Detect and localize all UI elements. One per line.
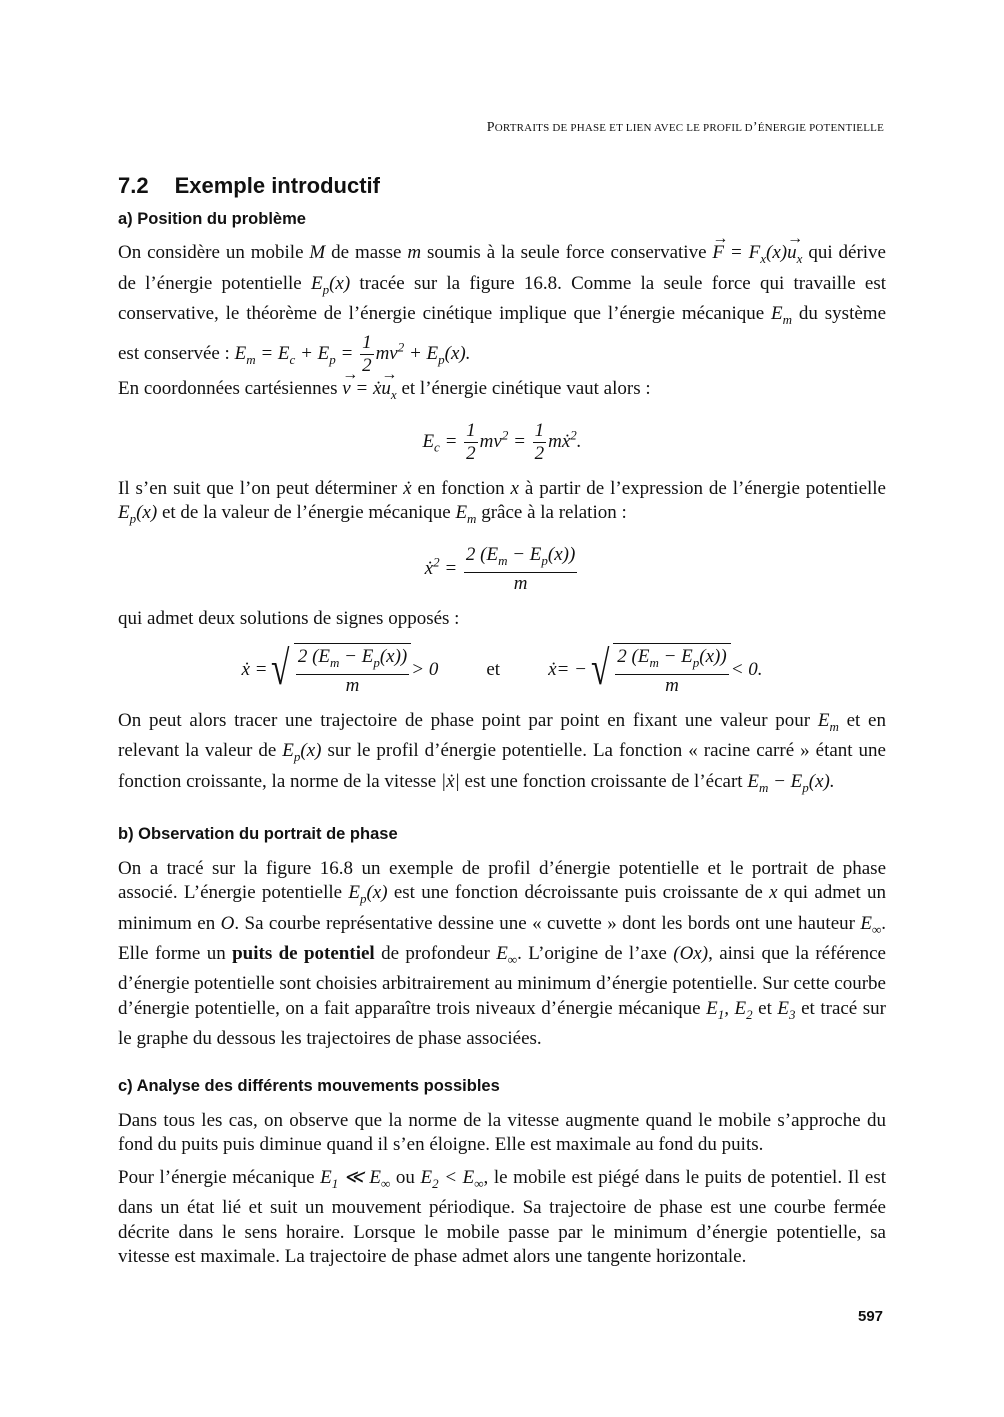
page-body [118,174,886,1270]
text: Pour l’énergie mécanique [118,1166,321,1188]
text: . Elle forme un [118,912,886,965]
text: On a tracé sur la figure 16.8 un exemple de profil d’énergie potentielle et le portrait de phase associé. L’énergie potentielle [118,857,886,904]
e2-lt-einf [420,1166,484,1191]
math-text: . [576,430,582,452]
math-sup: 2 [433,554,440,570]
ep-of-x [310,272,351,297]
math-sub: x [796,250,803,266]
e-inf [860,912,882,937]
section-heading [118,174,886,199]
header-part: ORTRAITS DE PHASE ET LIEN AVEC LE PROFIL D [494,122,753,134]
text: . Sa courbe représentative dessine une « cuvette » dont les bords ont une hauteur [234,912,861,934]
em [771,302,793,327]
text: soumis à la seule force conservative [421,242,713,264]
numerator: 1 [534,419,545,441]
math-sub: 1 [331,1175,339,1191]
text: , ainsi que la référence d’énergie potentielle sont choisies arbitrairement au minimum d’énergie potentielle. Sur cette courbe d’énergie potentielle, on a fait apparaître trois niveaux d’énergie mécanique [118,943,886,1020]
math-text: (x). [444,343,471,365]
math-text: E [234,343,247,365]
ep-of-x [282,740,322,765]
denominator: m [345,674,360,696]
math-var: O [220,912,235,934]
math-text: , [724,998,729,1020]
denominator: 2 [466,442,476,464]
text: du système est conservée : [118,302,886,365]
math-sub: m [246,352,256,368]
paragraph [118,377,886,407]
math-sub: ∞ [474,1175,484,1191]
math-text: mẋ [548,430,571,452]
text: En coordonnées cartésiennes [118,378,343,400]
math-sub: m [498,552,508,568]
vector-u: → u [381,377,391,402]
force-equation [712,242,803,266]
math-sub: p [329,352,336,368]
em-minus-ep [747,770,835,795]
math-text: E [771,302,783,324]
math-text: mv [479,430,502,452]
radical-sign: √ [271,642,290,696]
text: ou [390,1166,421,1188]
math-sub: m [829,718,839,734]
text: et de la valeur de l’énergie mécanique [157,502,456,524]
math-text: = − [556,658,587,680]
math-text: − E [768,770,803,792]
math-text: ẋ [424,557,434,579]
math-sub: m [758,779,769,795]
radicand [294,643,411,697]
ep-of-x [348,882,388,907]
math-sub: 3 [789,1006,796,1022]
square-root [587,643,731,697]
paragraph [118,241,886,377]
math-text: E [320,1166,332,1188]
math-var: M [309,242,326,264]
denominator: m [665,674,679,696]
math-text: (x) [136,502,158,524]
vector-u: → u [787,241,797,266]
math-sub: p [322,281,330,297]
text: et l’énergie cinétique vaut alors : [396,378,651,400]
section-number: 7.2 [118,173,149,198]
em [817,709,839,734]
text: On peut alors tracer une trajectoire de phase point par point en fixant une valeur pour [118,709,818,731]
section-title: Exemple introductif [174,173,380,198]
math-text: (x). [808,770,835,792]
subsection-c-title: c) Analyse des différents mouvements possibles [118,1077,500,1096]
paragraph [118,477,886,532]
equation-xdot-squared [118,544,886,595]
math-text: = [335,343,359,365]
math-text: ẋ = [241,658,268,680]
fraction [533,420,547,465]
math-sub: m [782,311,793,327]
radical-sign: √ [590,642,610,696]
math-text: + E [404,343,439,365]
math-text: (x)) [547,543,576,565]
equation-kinetic-energy [118,420,886,465]
math-text: E [747,770,759,792]
math-sub: ∞ [507,951,518,967]
math-text: < E [438,1166,475,1188]
text: sur le profil d’énergie potentielle. La fonction « racine carré » étant une fonction croissante, la norme de la vitesse [118,740,886,792]
text: est une fonction croissante de l’écart [459,770,748,792]
math-var: ẋ [403,477,412,499]
math-text: E [860,912,872,934]
velocity-equation [342,378,397,403]
math-text: = [508,430,531,452]
fraction [464,420,478,465]
math-sub: p [692,654,700,670]
e-inf [496,943,518,967]
vector-F: → F [712,241,724,266]
math-text: 2 (E [465,543,499,565]
math-text: E [817,709,830,731]
math-text: E [420,1166,433,1188]
math-text: − E [658,646,693,668]
numerator [464,544,577,573]
math-text: (x) [366,882,388,904]
math-sub: p [541,552,548,568]
numerator: 1 [362,332,372,354]
denominator: 2 [362,355,372,377]
math-text: E [422,430,435,452]
math-text: ≪ E [338,1166,381,1188]
paragraph [118,1166,886,1270]
e2 [734,998,753,1022]
math-var: x [769,882,778,904]
math-text: − E [339,646,374,668]
math-var: (Ox) [673,943,709,965]
math-sup: 2 [501,427,509,443]
radicand [613,643,730,697]
math-text: E [734,998,747,1020]
math-text: 2 (E [297,646,331,668]
math-text: (x) [766,242,788,264]
math-sub: p [373,654,380,670]
math-sub: m [330,654,340,670]
fraction [464,544,577,595]
subsection-b-title: b) Observation du portrait de phase [118,825,398,844]
paragraph: Dans tous les cas, on observe que la norme de la vitesse augmente quand le mobile s’approche du fond du puits puis diminue quand il s’en éloigne. Elle est maximale au fond du puits. [118,1109,886,1156]
math-sub: ∞ [380,1175,391,1191]
math-var: |ẋ| [440,770,460,792]
math-text: (x) [300,740,322,762]
e1 [706,998,729,1022]
denominator: m [513,572,528,594]
text: de profondeur [374,943,497,965]
math-sub: p [359,891,367,907]
math-text: = [439,430,463,452]
math-text: + E [295,343,330,365]
e1-ll-einf [320,1166,391,1191]
math-text: E [496,943,508,965]
text: et en relevant la valeur de [118,709,886,762]
math-sub: m [649,654,659,670]
math-sub: c [434,439,440,455]
math-text: E [310,272,323,294]
math-sub: 2 [432,1175,439,1191]
denominator: 2 [534,442,545,464]
text: de masse [325,242,408,264]
text: tracée sur la figure 16.8. Comme la seule force qui travaille est conservative, le théorème de l’énergie cinétique implique que l’énergie mécanique [118,272,887,324]
math-text: (x)) [379,646,408,668]
e3 [777,998,796,1022]
numerator [296,646,409,675]
math-sub: c [289,352,296,368]
bold-term: puits de potentiel [232,943,375,965]
math-text: (x)) [699,646,727,668]
text: , le mobile est piégé dans le puits de potentiel. Il est dans un état lié et suit un mouvement périodique. Sa trajectoire de phase est une courbe fermée décrite dans le sens horaire. Lorsque le mobile passe par le minimum d’énergie potentielle, sa vitesse est maximale. La trajectoire de phase admet alors une tangente horizontale. [118,1166,886,1268]
math-sub: 1 [717,1006,725,1022]
header-part: P [486,120,495,135]
header-part: ’ [752,120,758,135]
math-text: E [348,882,360,904]
paragraph: qui admet deux solutions de signes opposés : [118,607,460,629]
em [455,502,477,527]
math-sub: p [802,779,809,795]
text: Il s’en suit que l’on peut déterminer [118,477,404,499]
paragraph [118,857,886,1052]
text: qui admet un minimum en [118,882,887,934]
math-text: E [777,998,790,1020]
math-sup: 2 [397,339,405,355]
vector-v: → v [342,377,350,402]
paragraph [118,709,886,800]
math-text: = ẋ [350,378,382,400]
text: On considère un mobile [118,242,310,264]
math-text: E [455,502,468,524]
fraction [296,646,409,697]
equation-two-solutions [118,643,886,697]
math-sub: p [293,749,301,765]
math-var: x [510,477,519,499]
text: en fonction [411,477,511,499]
math-text: < 0. [730,658,763,680]
math-text: (x) [329,272,351,294]
text: à partir de l’expression de l’énergie potentielle [518,477,886,499]
math-sub: m [467,511,477,527]
math-text: = [439,557,462,579]
math-text: 2 (E [617,646,650,668]
running-header [487,120,884,136]
text: et [752,998,778,1020]
text: est une fonction décroissante puis croissante de [387,882,770,904]
math-sub: ∞ [871,921,882,937]
conjunction: et [486,658,501,680]
math-text: E [282,740,294,762]
math-sub: x [760,250,767,266]
math-sub: p [438,352,445,368]
math-text: E [118,502,130,524]
math-text: E [706,998,718,1020]
square-root [267,643,411,697]
header-part: ÉNERGIE POTENTIELLE [757,122,884,134]
math-sup: 2 [570,427,577,443]
math-sub: p [129,511,137,527]
math-sub: x [390,387,397,403]
math-text: − E [507,543,542,565]
fraction [615,646,728,697]
text: qui dérive de l’énergie potentielle [118,242,886,294]
math-text: ẋ [548,658,557,680]
numerator [615,646,728,675]
numerator: 1 [466,419,476,441]
ep-of-x [118,502,158,527]
energy-equation [234,332,471,377]
text: et tracé sur le graphe du dessous les trajectoires de phase associées. [118,998,887,1050]
subsection-a-title: a) Position du problème [118,209,306,228]
text: grâce à la relation : [476,502,627,524]
math-text: > 0 [411,658,439,680]
math-var: m [407,242,422,264]
math-text: = E [255,343,290,365]
page-number: 597 [858,1308,884,1325]
math-text: mv [375,343,398,365]
math-sub: 2 [746,1006,753,1022]
fraction [360,332,374,377]
text: . L’origine de l’axe [517,943,674,965]
math-text: = F [724,242,761,264]
